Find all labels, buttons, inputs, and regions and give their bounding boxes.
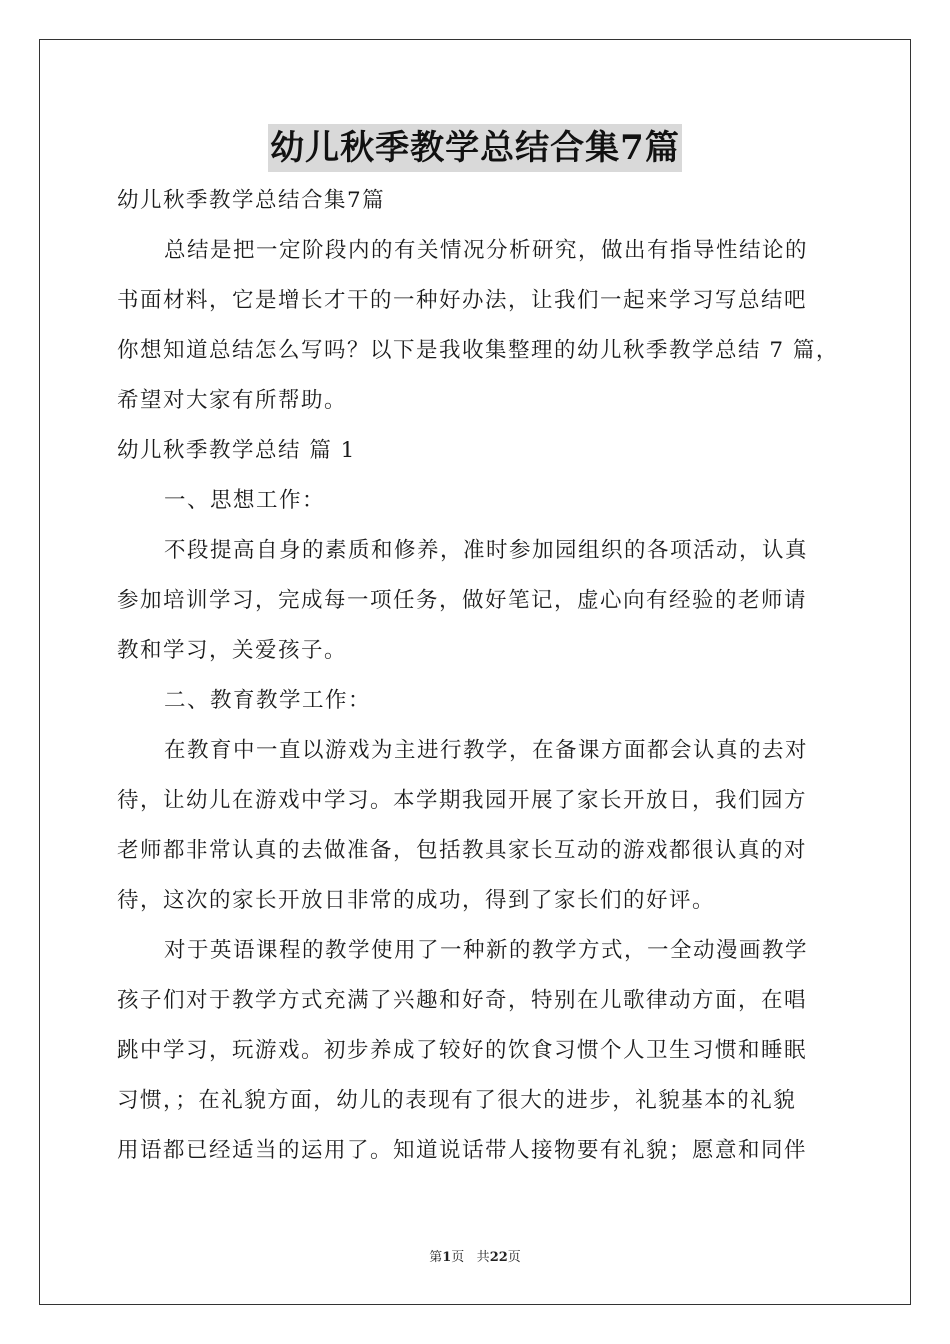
text-line: 用语都已经适当的运用了。知道说话带人接物要有礼貌；愿意和同伴 — [117, 1138, 808, 1163]
text-line: 孩子们对于教学方式充满了兴趣和好奇，特别在儿歌律动方面，在唱 — [117, 988, 808, 1013]
text-line: 待，这次的家长开放日非常的成功，得到了家长们的好评。 — [117, 888, 716, 913]
total-pages-number: 22 — [489, 1250, 508, 1265]
page-suffix: 页 — [451, 1250, 465, 1265]
text-line: 待，让幼儿在游戏中学习。本学期我园开展了家长开放日，我们园方 — [117, 788, 808, 813]
text-line: 习惯，；在礼貌方面，幼儿的表现有了很大的进步，礼貌基本的礼貌 — [117, 1088, 797, 1113]
text-line: 幼儿秋季教学总结 篇 1 — [117, 438, 356, 463]
text-line: 二、教育教学工作： — [164, 688, 372, 713]
text-line: 希望对大家有所帮助。 — [117, 388, 348, 413]
text-line: 教和学习，关爱孩子。 — [117, 638, 348, 663]
text-line: 在教育中一直以游戏为主进行教学，在备课方面都会认真的去对 — [164, 738, 809, 763]
text-line: 你想知道总结怎么写吗？以下是我收集整理的幼儿秋季教学总结 7 篇， — [117, 338, 839, 363]
page-footer — [0, 1246, 950, 1265]
text-line: 对于英语课程的教学使用了一种新的教学方式，一全动漫画教学 — [164, 938, 809, 963]
title-wrap — [0, 124, 950, 172]
total-prefix: 共 — [476, 1250, 490, 1265]
text-line: 总结是把一定阶段内的有关情况分析研究，做出有指导性结论的 — [164, 238, 809, 263]
text-line: 老师都非常认真的去做准备，包括教具家长互动的游戏都很认真的对 — [117, 838, 808, 863]
document-title: 幼儿秋季教学总结合集7篇 — [268, 124, 682, 172]
text-line: 跳中学习，玩游戏。初步养成了较好的饮食习惯个人卫生习惯和睡眠 — [117, 1038, 808, 1063]
document-subtitle: 幼儿秋季教学总结合集7篇 — [117, 188, 386, 213]
paragraph-lines — [117, 226, 837, 1176]
text-line: 参加培训学习，完成每一项任务，做好笔记，虚心向有经验的老师请 — [117, 588, 808, 613]
current-page-number: 1 — [442, 1250, 452, 1265]
total-suffix: 页 — [507, 1250, 521, 1265]
page-prefix: 第 — [429, 1250, 443, 1265]
text-line: 书面材料，它是增长才干的一种好办法，让我们一起来学习写总结吧 — [117, 288, 808, 313]
text-line: 不段提高自身的素质和修养，准时参加园组织的各项活动，认真 — [164, 538, 809, 563]
document-body — [117, 176, 837, 1176]
text-line: 一、思想工作： — [164, 488, 326, 513]
